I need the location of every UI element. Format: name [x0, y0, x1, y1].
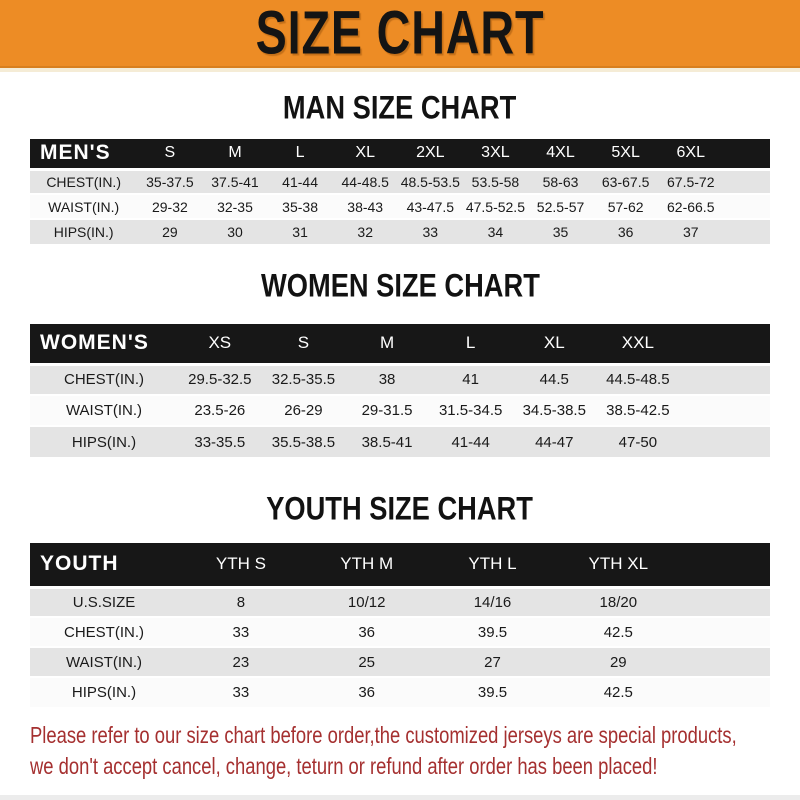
women-chest-row	[30, 364, 770, 395]
size-cell: 33	[398, 219, 463, 244]
women-waist-row	[30, 395, 770, 426]
men-col-header: M	[202, 139, 267, 169]
size-cell: 67.5-72	[658, 169, 723, 194]
man-section-title: MAN SIZE CHART	[283, 89, 517, 126]
youth-col-header: YTH M	[304, 543, 430, 587]
size-cell: 41	[429, 364, 513, 395]
size-cell: 14/16	[430, 587, 556, 617]
youth-chest-row	[30, 617, 770, 647]
size-cell: 38	[345, 364, 429, 395]
size-cell: 57-62	[593, 194, 658, 219]
men-header-row	[30, 139, 770, 169]
size-cell: 47.5-52.5	[463, 194, 528, 219]
size-cell: 32	[333, 219, 398, 244]
men-col-header: 3XL	[463, 139, 528, 169]
size-cell: 33	[178, 677, 304, 707]
size-cell: 35-38	[268, 194, 333, 219]
men-col-header: 5XL	[593, 139, 658, 169]
row-label: CHEST(IN.)	[30, 364, 178, 395]
row-label: HIPS(IN.)	[30, 219, 137, 244]
size-cell: 32.5-35.5	[262, 364, 346, 395]
filler-cell	[723, 194, 770, 219]
men-col-header: L	[268, 139, 333, 169]
size-cell: 62-66.5	[658, 194, 723, 219]
size-cell: 23.5-26	[178, 395, 262, 426]
women-col-header: XS	[178, 324, 262, 364]
filler-cell	[681, 587, 770, 617]
size-cell: 42.5	[555, 617, 681, 647]
women-col-header: XL	[512, 324, 596, 364]
disclaimer	[0, 720, 800, 782]
size-cell: 29-31.5	[345, 395, 429, 426]
row-label: WAIST(IN.)	[30, 395, 178, 426]
filler-cell	[723, 219, 770, 244]
youth-col-header: YTH L	[430, 543, 556, 587]
men-waist-row	[30, 194, 770, 219]
size-cell: 58-63	[528, 169, 593, 194]
women-hips-row	[30, 426, 770, 457]
women-section-heading-wrap	[0, 268, 800, 304]
size-cell: 33	[178, 617, 304, 647]
men-chest-row	[30, 169, 770, 194]
men-table-corner-label: MEN'S	[30, 139, 137, 169]
size-cell: 29	[555, 647, 681, 677]
youth-header-row	[30, 543, 770, 587]
women-section-title: WOMEN SIZE CHART	[260, 267, 540, 304]
men-size-table	[30, 139, 770, 244]
size-cell: 41-44	[429, 426, 513, 457]
size-cell: 36	[304, 677, 430, 707]
row-label: CHEST(IN.)	[30, 169, 137, 194]
size-cell: 31.5-34.5	[429, 395, 513, 426]
men-col-header: 2XL	[398, 139, 463, 169]
women-table-corner-label: WOMEN'S	[30, 324, 178, 364]
women-col-header: L	[429, 324, 513, 364]
size-cell: 34	[463, 219, 528, 244]
size-cell: 38.5-41	[345, 426, 429, 457]
size-cell: 36	[593, 219, 658, 244]
row-label: HIPS(IN.)	[30, 426, 178, 457]
man-section-heading-wrap	[0, 90, 800, 126]
size-cell: 37.5-41	[202, 169, 267, 194]
size-cell: 26-29	[262, 395, 346, 426]
filler-cell	[680, 324, 770, 364]
size-cell: 29-32	[137, 194, 202, 219]
size-cell: 31	[268, 219, 333, 244]
filler-cell	[680, 395, 770, 426]
size-cell: 39.5	[430, 617, 556, 647]
youth-size-table	[30, 543, 770, 707]
filler-cell	[723, 139, 770, 169]
women-col-header: M	[345, 324, 429, 364]
youth-table-corner-label: YOUTH	[30, 543, 178, 587]
row-label: HIPS(IN.)	[30, 677, 178, 707]
filler-cell	[723, 169, 770, 194]
women-size-table	[30, 324, 770, 457]
size-cell: 8	[178, 587, 304, 617]
filler-cell	[681, 647, 770, 677]
row-label: CHEST(IN.)	[30, 617, 178, 647]
size-cell: 42.5	[555, 677, 681, 707]
size-cell: 44-48.5	[333, 169, 398, 194]
row-label: WAIST(IN.)	[30, 194, 137, 219]
youth-section-title: YOUTH SIZE CHART	[266, 490, 534, 527]
size-cell: 10/12	[304, 587, 430, 617]
size-cell: 48.5-53.5	[398, 169, 463, 194]
size-cell: 43-47.5	[398, 194, 463, 219]
size-cell: 37	[658, 219, 723, 244]
filler-cell	[680, 426, 770, 457]
size-cell: 44-47	[512, 426, 596, 457]
size-cell: 33-35.5	[178, 426, 262, 457]
men-col-header: S	[137, 139, 202, 169]
row-label: U.S.SIZE	[30, 587, 178, 617]
filler-cell	[681, 677, 770, 707]
size-cell: 52.5-57	[528, 194, 593, 219]
men-col-header: 6XL	[658, 139, 723, 169]
size-cell: 30	[202, 219, 267, 244]
filler-cell	[681, 617, 770, 647]
size-cell: 29	[137, 219, 202, 244]
size-cell: 34.5-38.5	[512, 395, 596, 426]
youth-col-header: YTH S	[178, 543, 304, 587]
size-cell: 47-50	[596, 426, 680, 457]
size-cell: 35-37.5	[137, 169, 202, 194]
filler-cell	[681, 543, 770, 587]
disclaimer-line-1: Please refer to our size chart before order,the customized jerseys are special products,	[30, 722, 737, 748]
size-cell: 29.5-32.5	[178, 364, 262, 395]
size-chart-banner	[0, 0, 800, 68]
bottom-edge-strip	[0, 795, 800, 800]
row-label: WAIST(IN.)	[30, 647, 178, 677]
youth-ussize-row	[30, 587, 770, 617]
size-cell: 38-43	[333, 194, 398, 219]
size-cell: 44.5-48.5	[596, 364, 680, 395]
size-cell: 18/20	[555, 587, 681, 617]
women-header-row	[30, 324, 770, 364]
size-cell: 25	[304, 647, 430, 677]
size-cell: 41-44	[268, 169, 333, 194]
youth-waist-row	[30, 647, 770, 677]
size-cell: 39.5	[430, 677, 556, 707]
size-cell: 44.5	[512, 364, 596, 395]
women-col-header: S	[262, 324, 346, 364]
women-col-header: XXL	[596, 324, 680, 364]
size-cell: 63-67.5	[593, 169, 658, 194]
size-cell: 27	[430, 647, 556, 677]
youth-hips-row	[30, 677, 770, 707]
size-cell: 36	[304, 617, 430, 647]
banner-title: SIZE CHART	[255, 0, 545, 68]
size-cell: 38.5-42.5	[596, 395, 680, 426]
youth-col-header: YTH XL	[555, 543, 681, 587]
size-cell: 32-35	[202, 194, 267, 219]
disclaimer-line-2: we don't accept cancel, change, teturn or refund after order has been placed!	[30, 753, 658, 779]
filler-cell	[680, 364, 770, 395]
men-hips-row	[30, 219, 770, 244]
youth-section-heading-wrap	[0, 491, 800, 527]
size-cell: 53.5-58	[463, 169, 528, 194]
size-cell: 23	[178, 647, 304, 677]
size-cell: 35	[528, 219, 593, 244]
men-col-header: 4XL	[528, 139, 593, 169]
size-cell: 35.5-38.5	[262, 426, 346, 457]
men-col-header: XL	[333, 139, 398, 169]
